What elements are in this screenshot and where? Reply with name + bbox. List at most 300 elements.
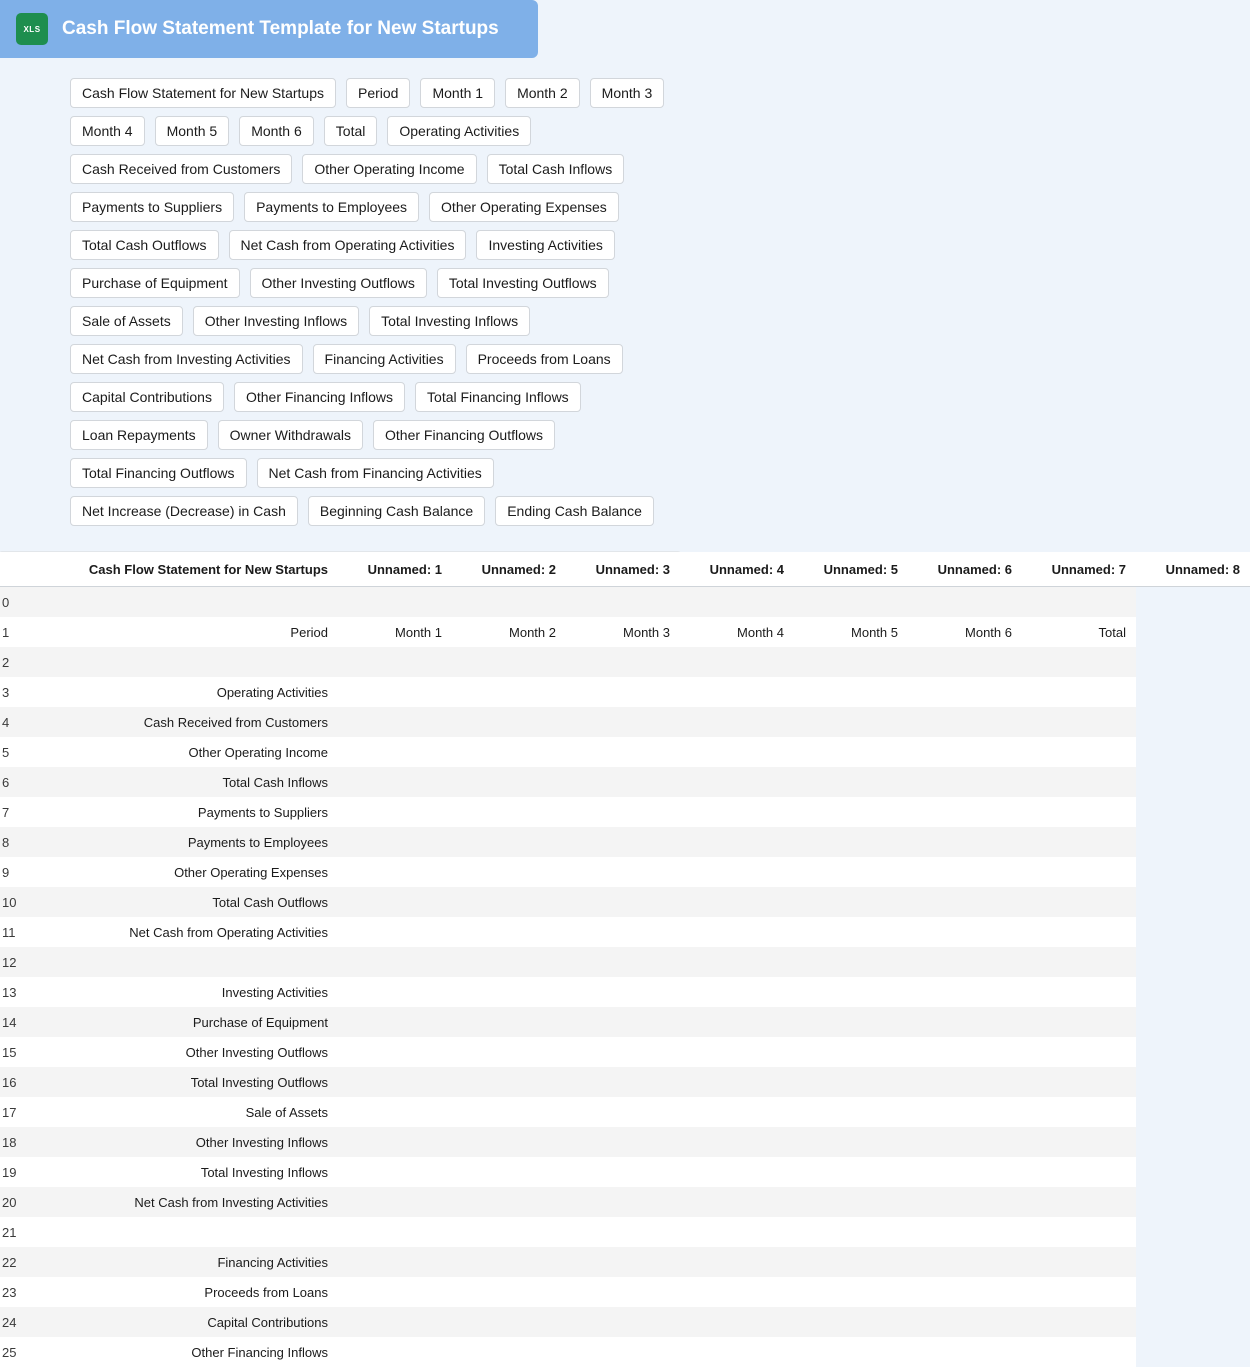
table-cell[interactable]: [1022, 1247, 1136, 1277]
table-cell[interactable]: [680, 737, 794, 767]
table-cell[interactable]: [452, 1217, 566, 1247]
field-chip[interactable]: Total Financing Outflows: [70, 458, 247, 488]
table-cell[interactable]: [680, 707, 794, 737]
field-chip[interactable]: Month 5: [155, 116, 230, 146]
table-cell[interactable]: [452, 767, 566, 797]
table-cell[interactable]: [452, 1337, 566, 1367]
table-cell[interactable]: [1022, 947, 1136, 977]
table-cell[interactable]: Investing Activities: [38, 977, 338, 1007]
column-header[interactable]: Unnamed: 3: [566, 552, 680, 587]
table-cell[interactable]: [452, 1247, 566, 1277]
table-cell[interactable]: [338, 797, 452, 827]
field-chip[interactable]: Total Investing Inflows: [369, 306, 530, 336]
table-cell[interactable]: [680, 977, 794, 1007]
table-cell[interactable]: [908, 677, 1022, 707]
table-cell[interactable]: [452, 1007, 566, 1037]
table-cell[interactable]: [452, 1097, 566, 1127]
table-cell[interactable]: [794, 1097, 908, 1127]
table-row[interactable]: [0, 767, 1250, 797]
table-row[interactable]: [0, 677, 1250, 707]
table-body: [0, 587, 1250, 1367]
table-cell[interactable]: Total Cash Outflows: [38, 887, 338, 917]
table-cell[interactable]: Payments to Suppliers: [38, 797, 338, 827]
field-chip[interactable]: Purchase of Equipment: [70, 268, 240, 298]
table-cell[interactable]: Total Cash Inflows: [38, 767, 338, 797]
table-cell[interactable]: [452, 1157, 566, 1187]
table-cell[interactable]: [338, 1007, 452, 1037]
table-cell[interactable]: [338, 647, 452, 677]
field-chip[interactable]: Other Investing Outflows: [250, 268, 427, 298]
table-cell[interactable]: [566, 767, 680, 797]
table-cell[interactable]: [680, 1127, 794, 1157]
column-header[interactable]: Unnamed: 4: [680, 552, 794, 587]
table-cell[interactable]: [566, 1307, 680, 1337]
table-cell[interactable]: [566, 1247, 680, 1277]
table-cell[interactable]: [338, 857, 452, 887]
field-chip[interactable]: Other Financing Outflows: [373, 420, 555, 450]
table-cell[interactable]: [908, 737, 1022, 767]
table-cell[interactable]: [1022, 1217, 1136, 1247]
table-cell[interactable]: [794, 1067, 908, 1097]
table-cell[interactable]: [1022, 587, 1136, 618]
table-cell[interactable]: [908, 917, 1022, 947]
row-index: 8: [0, 827, 38, 857]
table-cell[interactable]: [794, 887, 908, 917]
table-cell[interactable]: [794, 1037, 908, 1067]
table-cell[interactable]: Month 3: [566, 617, 680, 647]
table-row[interactable]: [0, 797, 1250, 827]
table-cell[interactable]: [794, 947, 908, 977]
table-cell[interactable]: Total Investing Outflows: [38, 1067, 338, 1097]
table-cell[interactable]: [1022, 977, 1136, 1007]
table-cell[interactable]: [566, 1097, 680, 1127]
row-index: 9: [0, 857, 38, 887]
field-chip[interactable]: Other Operating Income: [302, 154, 476, 184]
table-cell[interactable]: [566, 1217, 680, 1247]
table-cell[interactable]: [452, 827, 566, 857]
field-chip[interactable]: Operating Activities: [387, 116, 531, 146]
table-cell[interactable]: [908, 1277, 1022, 1307]
table-cell[interactable]: [338, 1247, 452, 1277]
table-cell[interactable]: [680, 1247, 794, 1277]
column-header[interactable]: Unnamed: 1: [338, 552, 452, 587]
row-index: 6: [0, 767, 38, 797]
spreadsheet-table: [0, 552, 1250, 1367]
table-cell[interactable]: Operating Activities: [38, 677, 338, 707]
table-cell[interactable]: [794, 1007, 908, 1037]
table-cell[interactable]: Other Investing Inflows: [38, 1127, 338, 1157]
table-cell[interactable]: [1022, 1037, 1136, 1067]
table-cell[interactable]: [680, 1097, 794, 1127]
table-cell[interactable]: [908, 1307, 1022, 1337]
table-cell[interactable]: [908, 1217, 1022, 1247]
table-cell[interactable]: [794, 677, 908, 707]
field-chip[interactable]: Net Cash from Investing Activities: [70, 344, 303, 374]
table-cell[interactable]: [1022, 707, 1136, 737]
table-cell[interactable]: [566, 677, 680, 707]
table-cell[interactable]: [566, 647, 680, 677]
table-cell[interactable]: [1022, 1157, 1136, 1187]
table-cell[interactable]: Payments to Employees: [38, 827, 338, 857]
table-cell[interactable]: [794, 917, 908, 947]
table-cell[interactable]: [566, 1127, 680, 1157]
table-cell[interactable]: [566, 587, 680, 618]
table-cell[interactable]: [338, 977, 452, 1007]
table-cell[interactable]: [338, 1067, 452, 1097]
table-cell[interactable]: [680, 767, 794, 797]
table-cell[interactable]: Proceeds from Loans: [38, 1277, 338, 1307]
table-cell[interactable]: [1022, 857, 1136, 887]
table-cell[interactable]: [1022, 1067, 1136, 1097]
field-chip[interactable]: Owner Withdrawals: [218, 420, 363, 450]
table-cell[interactable]: [794, 797, 908, 827]
table-cell[interactable]: [1022, 1127, 1136, 1157]
field-chip[interactable]: Investing Activities: [476, 230, 614, 260]
table-cell[interactable]: [908, 887, 1022, 917]
table-cell[interactable]: [680, 1307, 794, 1337]
table-cell[interactable]: [338, 1127, 452, 1157]
field-chip[interactable]: Ending Cash Balance: [495, 496, 654, 526]
table-row[interactable]: [0, 887, 1250, 917]
table-cell[interactable]: [908, 1247, 1022, 1277]
table-cell[interactable]: [566, 707, 680, 737]
field-chip[interactable]: Other Financing Inflows: [234, 382, 405, 412]
table-cell[interactable]: [794, 1127, 908, 1157]
table-cell[interactable]: [908, 857, 1022, 887]
table-cell[interactable]: [680, 1157, 794, 1187]
column-header[interactable]: Unnamed: 5: [794, 552, 908, 587]
table-cell[interactable]: [794, 737, 908, 767]
table-cell[interactable]: [566, 1157, 680, 1187]
table-cell[interactable]: [452, 1187, 566, 1217]
table-cell[interactable]: [452, 737, 566, 767]
table-cell[interactable]: [680, 797, 794, 827]
row-index: 2: [0, 647, 38, 677]
table-row[interactable]: [0, 1187, 1250, 1217]
table-cell[interactable]: [908, 977, 1022, 1007]
document-header: [0, 0, 538, 58]
table-cell[interactable]: [1022, 737, 1136, 767]
row-index: 24: [0, 1307, 38, 1337]
table-row[interactable]: [0, 1217, 1250, 1247]
table-row[interactable]: [0, 707, 1250, 737]
field-chip[interactable]: Month 2: [505, 78, 580, 108]
table-cell[interactable]: [680, 1217, 794, 1247]
table-cell[interactable]: [1022, 677, 1136, 707]
table-cell[interactable]: [338, 1277, 452, 1307]
table-cell[interactable]: [794, 707, 908, 737]
field-chip[interactable]: Total Investing Outflows: [437, 268, 609, 298]
table-cell[interactable]: [1022, 887, 1136, 917]
field-chip[interactable]: Total Cash Outflows: [70, 230, 219, 260]
table-row[interactable]: [0, 947, 1250, 977]
table-cell[interactable]: [1022, 647, 1136, 677]
table-cell[interactable]: Total Investing Inflows: [38, 1157, 338, 1187]
table-cell[interactable]: Month 1: [338, 617, 452, 647]
table-row[interactable]: [0, 857, 1250, 887]
table-cell[interactable]: [452, 1067, 566, 1097]
table-cell[interactable]: [566, 1067, 680, 1097]
table-cell[interactable]: [680, 1187, 794, 1217]
table-cell[interactable]: [452, 797, 566, 827]
table-cell[interactable]: [338, 827, 452, 857]
table-cell[interactable]: Period: [38, 617, 338, 647]
row-index: 12: [0, 947, 38, 977]
field-chip[interactable]: Net Cash from Operating Activities: [229, 230, 467, 260]
row-index: 10: [0, 887, 38, 917]
table-cell[interactable]: [908, 1097, 1022, 1127]
table-cell[interactable]: [1022, 797, 1136, 827]
table-cell[interactable]: Other Financing Inflows: [38, 1337, 338, 1367]
table-cell[interactable]: [794, 1217, 908, 1247]
table-cell[interactable]: [908, 827, 1022, 857]
table-cell[interactable]: Net Cash from Operating Activities: [38, 917, 338, 947]
table-cell[interactable]: [38, 647, 338, 677]
field-chip[interactable]: Other Operating Expenses: [429, 192, 619, 222]
table-row[interactable]: [0, 1097, 1250, 1127]
row-index: 21: [0, 1217, 38, 1247]
table-cell[interactable]: [794, 1187, 908, 1217]
table-cell[interactable]: [338, 1037, 452, 1067]
table-cell[interactable]: Net Cash from Investing Activities: [38, 1187, 338, 1217]
table-cell[interactable]: [338, 707, 452, 737]
table-cell[interactable]: [908, 767, 1022, 797]
field-chip[interactable]: Net Increase (Decrease) in Cash: [70, 496, 298, 526]
table-cell[interactable]: [566, 917, 680, 947]
table-row[interactable]: [0, 647, 1250, 677]
table-cell[interactable]: [1022, 827, 1136, 857]
field-chip[interactable]: Beginning Cash Balance: [308, 496, 485, 526]
table-cell[interactable]: [794, 647, 908, 677]
table-cell[interactable]: [566, 797, 680, 827]
table-cell[interactable]: [452, 947, 566, 977]
table-cell[interactable]: [680, 1007, 794, 1037]
table-cell[interactable]: [338, 587, 452, 618]
column-header[interactable]: Unnamed: 8: [1136, 552, 1250, 587]
table-cell[interactable]: Other Operating Income: [38, 737, 338, 767]
table-cell[interactable]: [908, 647, 1022, 677]
table-cell[interactable]: [338, 677, 452, 707]
table-cell[interactable]: [680, 1277, 794, 1307]
field-chip[interactable]: Sale of Assets: [70, 306, 183, 336]
table-cell[interactable]: [908, 707, 1022, 737]
field-chip[interactable]: Capital Contributions: [70, 382, 224, 412]
table-cell[interactable]: [566, 1037, 680, 1067]
row-index: 0: [0, 587, 38, 618]
table-cell[interactable]: [680, 647, 794, 677]
field-chip[interactable]: Other Investing Inflows: [193, 306, 359, 336]
table-cell[interactable]: [1022, 1277, 1136, 1307]
table-cell[interactable]: [452, 917, 566, 947]
field-chip[interactable]: Loan Repayments: [70, 420, 208, 450]
table-cell[interactable]: [38, 1217, 338, 1247]
table-cell[interactable]: [680, 587, 794, 618]
table-cell[interactable]: [908, 1127, 1022, 1157]
table-cell[interactable]: [908, 1187, 1022, 1217]
table-cell[interactable]: [1022, 917, 1136, 947]
table-cell[interactable]: [1022, 1097, 1136, 1127]
table-cell[interactable]: [338, 1097, 452, 1127]
table-cell[interactable]: [680, 857, 794, 887]
field-chip[interactable]: Month 3: [590, 78, 665, 108]
field-chip[interactable]: Month 4: [70, 116, 145, 146]
table-cell[interactable]: [1022, 1007, 1136, 1037]
table-cell[interactable]: [452, 647, 566, 677]
table-cell[interactable]: [566, 1337, 680, 1367]
table-cell[interactable]: [38, 947, 338, 977]
row-index: 23: [0, 1277, 38, 1307]
table-cell[interactable]: [338, 737, 452, 767]
table-cell[interactable]: [566, 827, 680, 857]
table-cell[interactable]: Purchase of Equipment: [38, 1007, 338, 1037]
table-cell[interactable]: [452, 857, 566, 887]
table-row[interactable]: [0, 1127, 1250, 1157]
table-row[interactable]: [0, 1007, 1250, 1037]
table-cell[interactable]: [38, 587, 338, 618]
table-cell[interactable]: [452, 1127, 566, 1157]
field-chip[interactable]: Month 1: [420, 78, 495, 108]
field-chip[interactable]: Total: [324, 116, 378, 146]
table-cell[interactable]: [680, 1337, 794, 1367]
table-cell[interactable]: [338, 1217, 452, 1247]
table-cell[interactable]: [680, 947, 794, 977]
table-row[interactable]: [0, 1247, 1250, 1277]
table-cell[interactable]: [680, 677, 794, 707]
table-cell[interactable]: [566, 1187, 680, 1217]
table-cell[interactable]: [1022, 1187, 1136, 1217]
table-cell[interactable]: [794, 1157, 908, 1187]
table-cell[interactable]: [338, 887, 452, 917]
table-cell[interactable]: [680, 887, 794, 917]
table-cell[interactable]: [452, 1277, 566, 1307]
table-cell[interactable]: [794, 827, 908, 857]
table-cell[interactable]: [680, 1037, 794, 1067]
field-chip[interactable]: Month 6: [239, 116, 314, 146]
table-row[interactable]: [0, 1337, 1250, 1367]
table-cell[interactable]: [794, 1337, 908, 1367]
field-chip[interactable]: Payments to Employees: [244, 192, 419, 222]
page-title: Cash Flow Statement Template for New Startups: [62, 18, 499, 40]
table-cell[interactable]: [566, 977, 680, 1007]
table-cell[interactable]: [338, 1307, 452, 1337]
table-cell[interactable]: [566, 1007, 680, 1037]
table-cell[interactable]: [452, 977, 566, 1007]
table-cell[interactable]: [452, 707, 566, 737]
field-chip[interactable]: Cash Received from Customers: [70, 154, 292, 184]
field-chip[interactable]: Period: [346, 78, 410, 108]
table-cell[interactable]: [908, 587, 1022, 618]
table-cell[interactable]: [908, 1337, 1022, 1367]
table-row[interactable]: [0, 1157, 1250, 1187]
field-chip[interactable]: Total Cash Inflows: [487, 154, 625, 184]
table-cell[interactable]: Other Operating Expenses: [38, 857, 338, 887]
table-cell[interactable]: [338, 947, 452, 977]
table-cell[interactable]: [338, 917, 452, 947]
table-row[interactable]: [0, 737, 1250, 767]
table-cell[interactable]: [794, 587, 908, 618]
table-cell[interactable]: [794, 1277, 908, 1307]
table-cell[interactable]: Other Investing Outflows: [38, 1037, 338, 1067]
table-row[interactable]: [0, 587, 1250, 618]
table-cell[interactable]: [338, 767, 452, 797]
column-header[interactable]: Unnamed: 2: [452, 552, 566, 587]
table-row[interactable]: [0, 827, 1250, 857]
field-chip[interactable]: Financing Activities: [313, 344, 456, 374]
field-chip[interactable]: Proceeds from Loans: [466, 344, 623, 374]
table-cell[interactable]: [452, 887, 566, 917]
field-chip[interactable]: Cash Flow Statement for New Startups: [70, 78, 336, 108]
table-cell[interactable]: [794, 1247, 908, 1277]
table-cell[interactable]: [680, 827, 794, 857]
table-cell[interactable]: [338, 1157, 452, 1187]
table-cell[interactable]: [566, 887, 680, 917]
field-chip[interactable]: Total Financing Inflows: [415, 382, 581, 412]
row-index: 5: [0, 737, 38, 767]
table-cell[interactable]: [794, 767, 908, 797]
table-cell[interactable]: [566, 857, 680, 887]
table-cell[interactable]: [1022, 1337, 1136, 1367]
table-cell[interactable]: Cash Received from Customers: [38, 707, 338, 737]
table-cell[interactable]: [452, 677, 566, 707]
table-cell[interactable]: [1022, 1307, 1136, 1337]
field-chip[interactable]: Payments to Suppliers: [70, 192, 234, 222]
table-cell[interactable]: [908, 797, 1022, 827]
table-cell[interactable]: Month 4: [680, 617, 794, 647]
table-cell[interactable]: [794, 977, 908, 1007]
column-header[interactable]: Unnamed: 6: [908, 552, 1022, 587]
table-cell[interactable]: [566, 1277, 680, 1307]
spreadsheet-table-container[interactable]: [0, 552, 680, 1367]
table-row[interactable]: [0, 1277, 1250, 1307]
table-cell[interactable]: [1022, 767, 1136, 797]
table-cell[interactable]: [680, 1067, 794, 1097]
table-cell[interactable]: [908, 1007, 1022, 1037]
table-cell[interactable]: [908, 1067, 1022, 1097]
table-row[interactable]: [0, 1307, 1250, 1337]
table-cell[interactable]: Financing Activities: [38, 1247, 338, 1277]
table-cell[interactable]: [680, 917, 794, 947]
row-index: 19: [0, 1157, 38, 1187]
field-chip[interactable]: Net Cash from Financing Activities: [257, 458, 494, 488]
table-cell[interactable]: [452, 587, 566, 618]
table-cell[interactable]: [452, 1307, 566, 1337]
table-cell[interactable]: [338, 1337, 452, 1367]
table-cell[interactable]: [908, 1037, 1022, 1067]
table-cell[interactable]: [452, 1037, 566, 1067]
column-header[interactable]: Unnamed: 7: [1022, 552, 1136, 587]
table-row[interactable]: [0, 617, 1250, 647]
table-cell[interactable]: [908, 947, 1022, 977]
column-header[interactable]: Cash Flow Statement for New Startups: [38, 552, 338, 587]
table-cell[interactable]: [566, 947, 680, 977]
table-row[interactable]: [0, 977, 1250, 1007]
table-row[interactable]: [0, 1067, 1250, 1097]
table-cell[interactable]: Total: [1022, 617, 1136, 647]
table-cell[interactable]: Sale of Assets: [38, 1097, 338, 1127]
table-cell[interactable]: [338, 1187, 452, 1217]
table-cell[interactable]: Month 6: [908, 617, 1022, 647]
table-row[interactable]: [0, 917, 1250, 947]
row-index: 20: [0, 1187, 38, 1217]
table-cell[interactable]: Month 5: [794, 617, 908, 647]
table-cell[interactable]: [908, 1157, 1022, 1187]
table-cell[interactable]: Month 2: [452, 617, 566, 647]
table-cell[interactable]: [794, 1307, 908, 1337]
table-row[interactable]: [0, 1037, 1250, 1067]
table-cell[interactable]: [794, 857, 908, 887]
table-cell[interactable]: [566, 737, 680, 767]
table-cell[interactable]: Capital Contributions: [38, 1307, 338, 1337]
